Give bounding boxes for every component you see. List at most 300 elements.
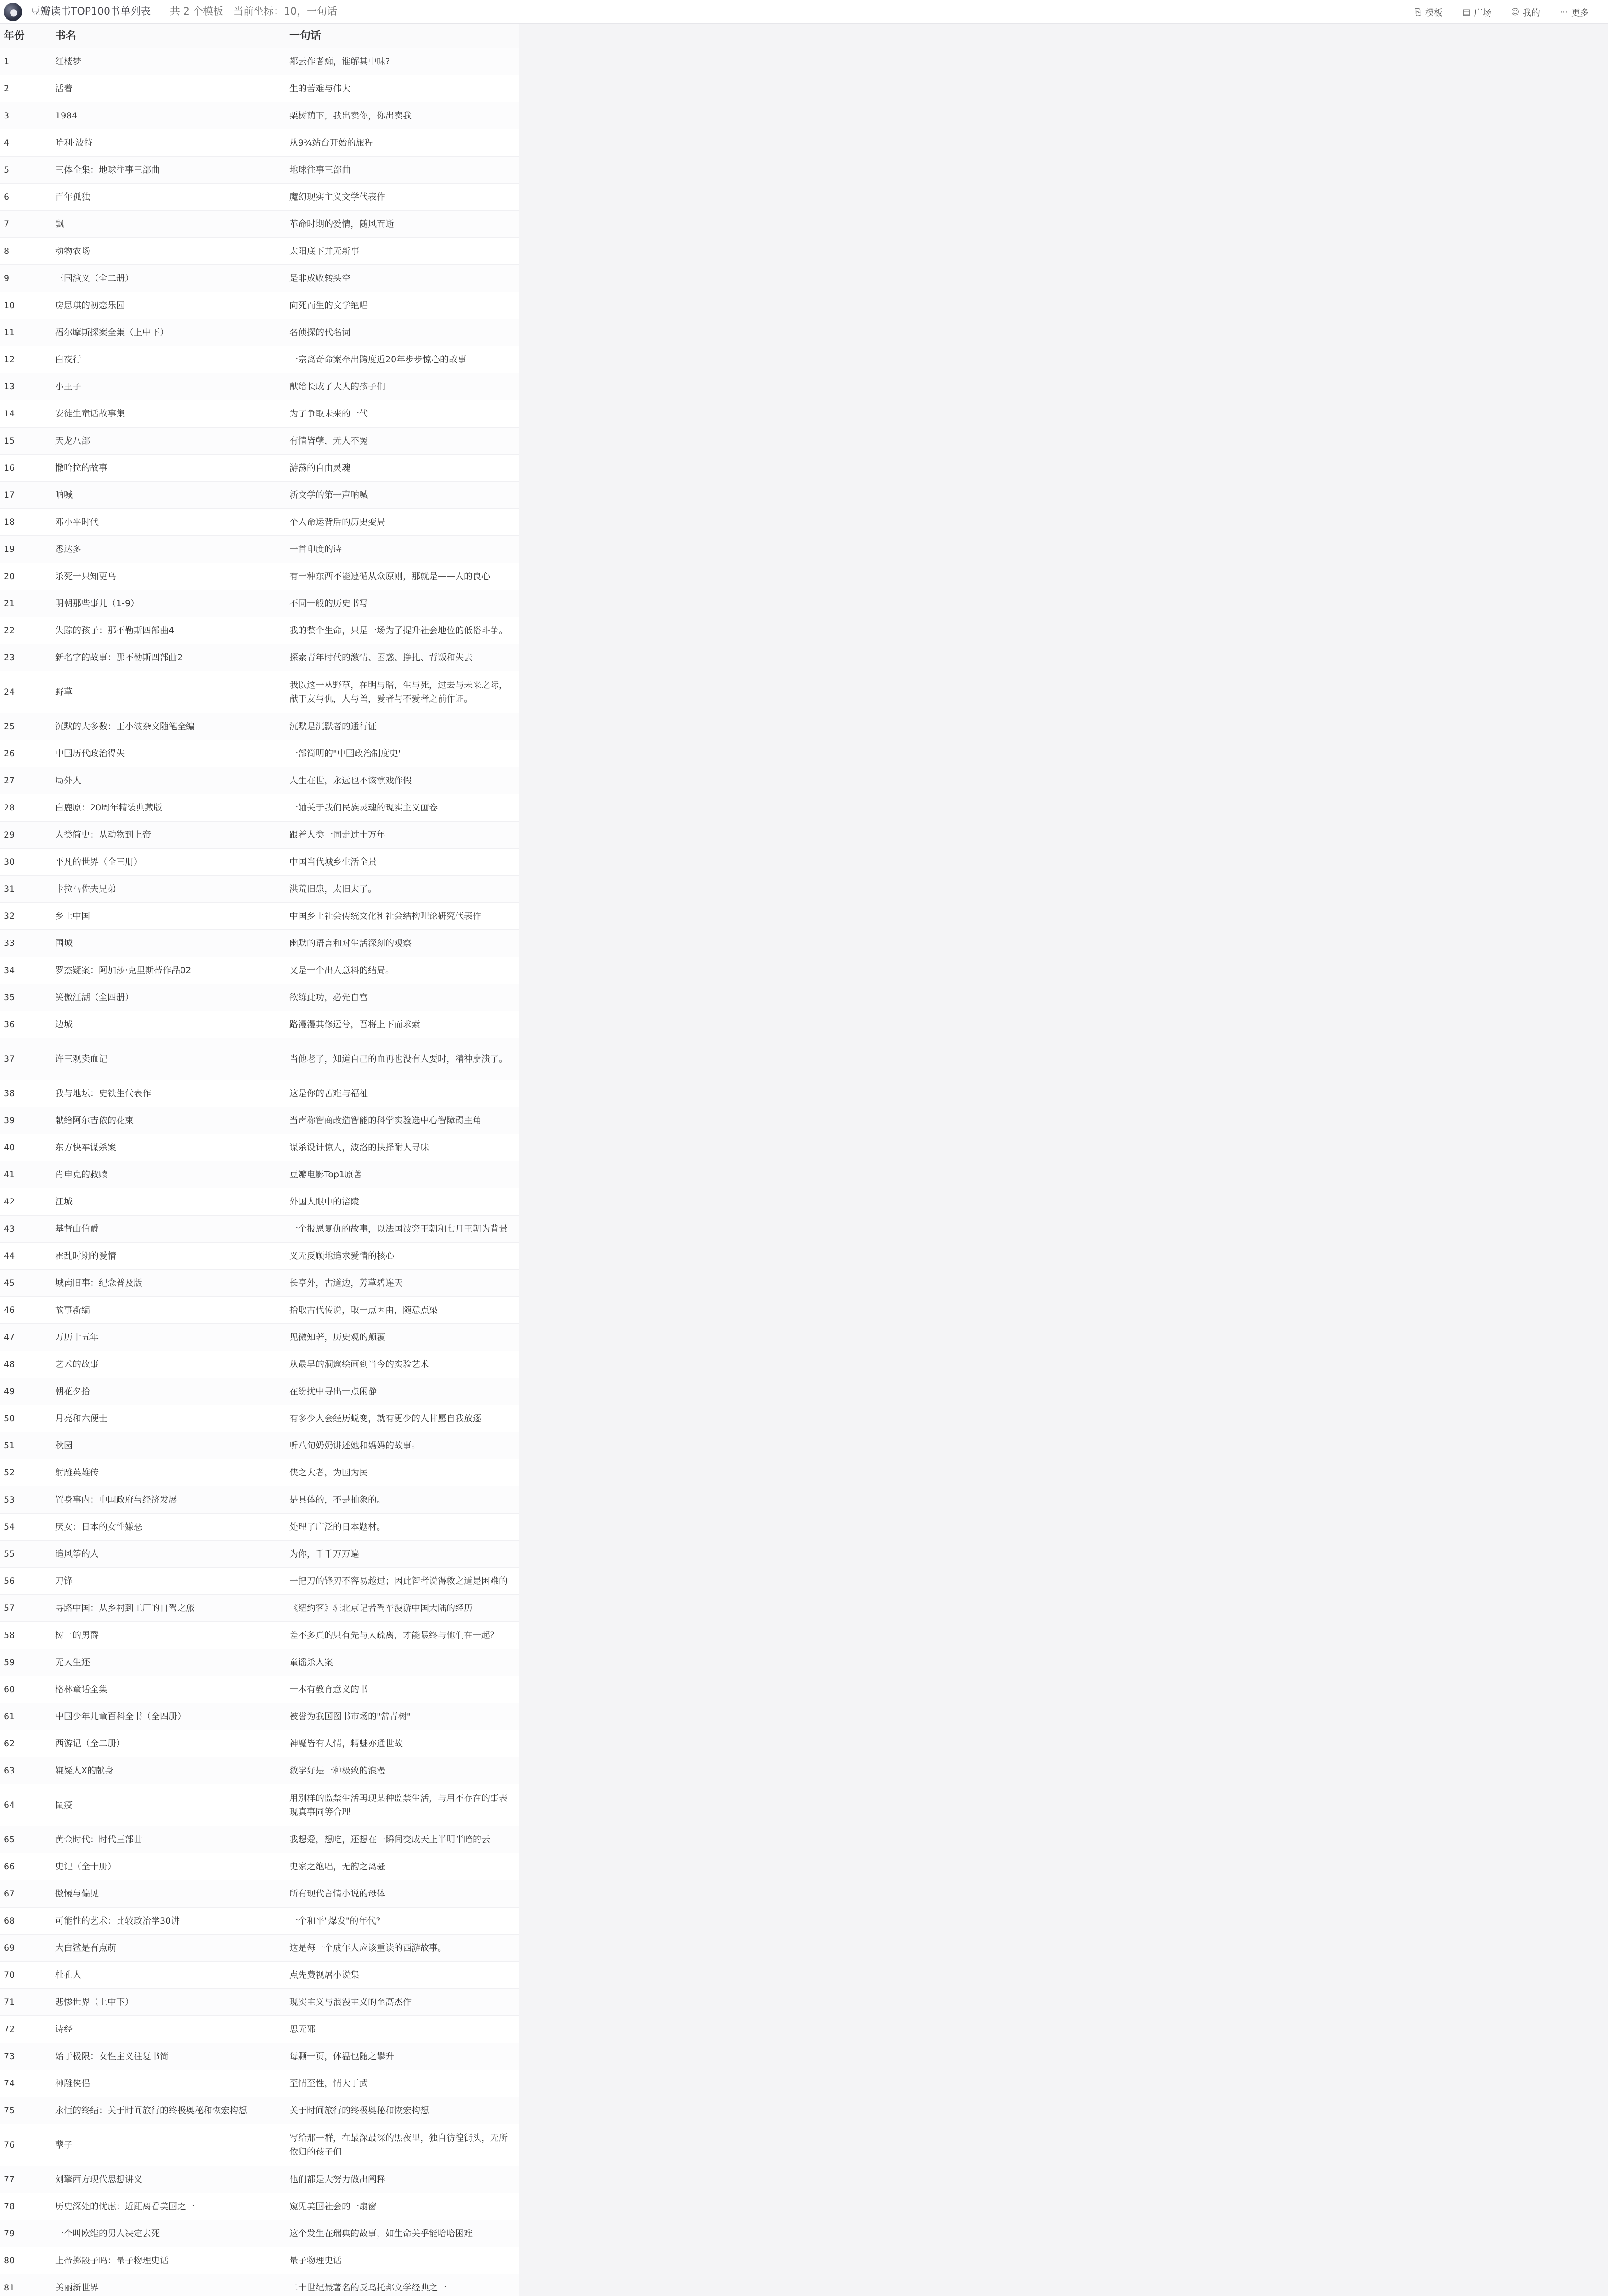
title-cell[interactable]: 霍乱时期的爱情 bbox=[55, 1251, 117, 1261]
tagline-cell[interactable]: 为了争取未来的一代 bbox=[289, 409, 368, 419]
title-cell[interactable]: 一个叫欧维的男人决定去死 bbox=[55, 2228, 160, 2239]
tagline-cell[interactable]: 人生在世，永远也不该演戏作假 bbox=[289, 776, 412, 786]
year-cell[interactable]: 10 bbox=[4, 300, 15, 310]
year-cell[interactable]: 25 bbox=[4, 721, 15, 732]
year-cell[interactable]: 34 bbox=[4, 965, 15, 975]
table-row[interactable] bbox=[0, 184, 519, 211]
year-cell[interactable]: 58 bbox=[4, 1630, 15, 1640]
table-row[interactable] bbox=[0, 48, 519, 75]
table-row[interactable] bbox=[0, 1853, 519, 1880]
table-row[interactable] bbox=[0, 1703, 519, 1730]
title-cell[interactable]: 黄金时代：时代三部曲 bbox=[55, 1835, 143, 1845]
title-cell[interactable]: 白鹿原：20周年精装典藏版 bbox=[55, 803, 163, 813]
tagline-cell[interactable]: 这个发生在瑞典的故事，如生命关乎能哈哈困难 bbox=[289, 2228, 473, 2239]
title-cell[interactable]: 失踪的孩子：那不勒斯四部曲4 bbox=[55, 625, 175, 636]
table-row[interactable] bbox=[0, 1730, 519, 1757]
year-cell[interactable]: 4 bbox=[4, 138, 10, 148]
tagline-cell[interactable]: 都云作者痴，谁解其中味? bbox=[289, 56, 390, 67]
title-cell[interactable]: 射雕英雄传 bbox=[55, 1468, 99, 1478]
year-cell[interactable]: 79 bbox=[4, 2228, 15, 2239]
title-cell[interactable]: 月亮和六便士 bbox=[55, 1413, 108, 1424]
year-cell[interactable]: 49 bbox=[4, 1386, 15, 1396]
tagline-cell[interactable]: 有一种东西不能遵循从众原则，那就是——人的良心 bbox=[289, 571, 491, 581]
tagline-cell[interactable]: 关于时间旅行的终极奥秘和恢宏构想 bbox=[289, 2105, 429, 2116]
table-row[interactable] bbox=[0, 876, 519, 903]
title-cell[interactable]: 诗经 bbox=[55, 2024, 73, 2034]
tagline-cell[interactable]: 数学好是一种极致的浪漫 bbox=[289, 1766, 386, 1776]
tagline-cell[interactable]: 从最早的洞窟绘画到当今的实验艺术 bbox=[289, 1359, 429, 1369]
tagline-cell[interactable]: 一轴关于我们民族灵魂的现实主义画卷 bbox=[289, 803, 438, 813]
title-cell[interactable]: 肖申克的救赎 bbox=[55, 1170, 108, 1180]
year-cell[interactable]: 45 bbox=[4, 1278, 15, 1288]
tagline-cell[interactable]: 生的苦难与伟大 bbox=[289, 84, 351, 94]
table-row[interactable] bbox=[0, 1270, 519, 1297]
title-cell[interactable]: 西游记（全二册） bbox=[55, 1739, 125, 1749]
table-row[interactable] bbox=[0, 400, 519, 428]
title-cell[interactable]: 献给阿尔吉侬的花束 bbox=[55, 1115, 134, 1125]
tagline-cell[interactable]: 侠之大者，为国为民 bbox=[289, 1468, 368, 1478]
year-cell[interactable]: 77 bbox=[4, 2174, 15, 2184]
tagline-cell[interactable]: 用别样的监禁生活再现某种监禁生活，与用不存在的事表现真事同等合理 bbox=[289, 1793, 508, 1817]
title-cell[interactable]: 格林童话全集 bbox=[55, 1684, 108, 1694]
title-cell[interactable]: 故事新编 bbox=[55, 1305, 90, 1315]
tagline-cell[interactable]: 当声称智商改造智能的科学实验选中心智障碍主角 bbox=[289, 1115, 482, 1125]
table-row[interactable] bbox=[0, 211, 519, 238]
year-cell[interactable]: 39 bbox=[4, 1115, 15, 1125]
table-row[interactable] bbox=[0, 1676, 519, 1703]
table-row[interactable] bbox=[0, 1935, 519, 1962]
title-cell[interactable]: 边城 bbox=[55, 1019, 73, 1030]
tagline-cell[interactable]: 探索青年时代的激情、困惑、挣扎、背叛和失去 bbox=[289, 653, 473, 663]
title-cell[interactable]: 刀锋 bbox=[55, 1576, 73, 1586]
title-cell[interactable]: 美丽新世界 bbox=[55, 2283, 99, 2293]
title-cell[interactable]: 朝花夕拾 bbox=[55, 1386, 90, 1396]
table-row[interactable] bbox=[0, 1432, 519, 1459]
table-row[interactable] bbox=[0, 617, 519, 644]
title-cell[interactable]: 卡拉马佐夫兄弟 bbox=[55, 884, 117, 894]
table-row[interactable] bbox=[0, 1459, 519, 1486]
column-header-title[interactable]: 书名 bbox=[55, 30, 76, 42]
title-cell[interactable]: 杜孔人 bbox=[55, 1970, 82, 1980]
tagline-cell[interactable]: 这是你的苦难与福祉 bbox=[289, 1088, 368, 1098]
title-cell[interactable]: 万历十五年 bbox=[55, 1332, 99, 1342]
tagline-cell[interactable]: 幽默的语言和对生活深刻的观察 bbox=[289, 938, 412, 948]
title-cell[interactable]: 红楼梦 bbox=[55, 56, 82, 67]
year-cell[interactable]: 75 bbox=[4, 2105, 15, 2116]
table-row[interactable] bbox=[0, 1595, 519, 1622]
table-row[interactable] bbox=[0, 2247, 519, 2274]
title-cell[interactable]: 呐喊 bbox=[55, 490, 73, 500]
year-cell[interactable]: 21 bbox=[4, 598, 15, 608]
table-row[interactable] bbox=[0, 1324, 519, 1351]
tagline-cell[interactable]: 童谣杀人案 bbox=[289, 1657, 333, 1667]
title-cell[interactable]: 撒哈拉的故事 bbox=[55, 463, 108, 473]
table-row[interactable] bbox=[0, 767, 519, 794]
title-cell[interactable]: 局外人 bbox=[55, 776, 82, 786]
year-cell[interactable]: 38 bbox=[4, 1088, 15, 1098]
year-cell[interactable]: 40 bbox=[4, 1142, 15, 1153]
table-row[interactable] bbox=[0, 1826, 519, 1853]
title-cell[interactable]: 悲惨世界（上中下） bbox=[55, 1997, 134, 2007]
tagline-cell[interactable]: 每颗一页，体温也随之攀升 bbox=[289, 2051, 395, 2061]
title-cell[interactable]: 活着 bbox=[55, 84, 73, 94]
tagline-cell[interactable]: 被誉为我国图书市场的"常青树" bbox=[289, 1711, 411, 1722]
table-row[interactable] bbox=[0, 1514, 519, 1541]
year-cell[interactable]: 23 bbox=[4, 653, 15, 663]
template-button[interactable] bbox=[1413, 6, 1443, 18]
year-cell[interactable]: 47 bbox=[4, 1332, 15, 1342]
tagline-cell[interactable]: 一把刀的锋刃不容易越过；因此智者说得救之道是困难的 bbox=[289, 1576, 508, 1586]
tagline-cell[interactable]: 个人命运背后的历史变局 bbox=[289, 517, 386, 527]
table-row[interactable] bbox=[0, 2124, 519, 2166]
title-cell[interactable]: 中国少年儿童百科全书（全四册） bbox=[55, 1711, 186, 1722]
year-cell[interactable]: 57 bbox=[4, 1603, 15, 1613]
title-cell[interactable]: 围城 bbox=[55, 938, 73, 948]
table-row[interactable] bbox=[0, 1622, 519, 1649]
table-row[interactable] bbox=[0, 2220, 519, 2247]
table-row[interactable] bbox=[0, 822, 519, 849]
table-row[interactable] bbox=[0, 903, 519, 930]
year-cell[interactable]: 9 bbox=[4, 273, 10, 283]
year-cell[interactable]: 20 bbox=[4, 571, 15, 581]
table-row[interactable] bbox=[0, 1297, 519, 1324]
table-row[interactable] bbox=[0, 957, 519, 984]
tagline-cell[interactable]: 一个和平"爆发"的年代? bbox=[289, 1916, 381, 1926]
table-row[interactable] bbox=[0, 102, 519, 129]
table-row[interactable] bbox=[0, 2166, 519, 2193]
tagline-cell[interactable]: 太阳底下并无新事 bbox=[289, 246, 360, 256]
table-row[interactable] bbox=[0, 509, 519, 536]
table-row[interactable] bbox=[0, 2274, 519, 2296]
year-cell[interactable]: 70 bbox=[4, 1970, 15, 1980]
tagline-cell[interactable]: 神魔皆有人情，精魅亦通世故 bbox=[289, 1739, 403, 1749]
tagline-cell[interactable]: 欲练此功，必先自宫 bbox=[289, 992, 368, 1002]
year-cell[interactable]: 18 bbox=[4, 517, 15, 527]
year-cell[interactable]: 24 bbox=[4, 687, 15, 697]
title-cell[interactable]: 沉默的大多数：王小波杂文随笔全编 bbox=[55, 721, 195, 732]
table-row[interactable] bbox=[0, 1107, 519, 1134]
title-cell[interactable]: 人类简史：从动物到上帝 bbox=[55, 830, 152, 840]
table-row[interactable] bbox=[0, 75, 519, 102]
year-cell[interactable]: 73 bbox=[4, 2051, 15, 2061]
year-cell[interactable]: 3 bbox=[4, 111, 10, 121]
year-cell[interactable]: 51 bbox=[4, 1441, 15, 1451]
tagline-cell[interactable]: 从9¾站台开始的旅程 bbox=[289, 138, 373, 148]
table-row[interactable] bbox=[0, 1880, 519, 1908]
table-row[interactable] bbox=[0, 1908, 519, 1935]
tagline-cell[interactable]: 他们都是大努力做出阐释 bbox=[289, 2174, 386, 2184]
title-cell[interactable]: 嫌疑人X的献身 bbox=[55, 1766, 114, 1776]
title-cell[interactable]: 明朝那些事儿（1-9） bbox=[55, 598, 140, 608]
tagline-cell[interactable]: 献给长成了大人的孩子们 bbox=[289, 382, 386, 392]
tagline-cell[interactable]: 义无反顾地追求爱情的核心 bbox=[289, 1251, 395, 1261]
year-cell[interactable]: 61 bbox=[4, 1711, 15, 1722]
year-cell[interactable]: 69 bbox=[4, 1943, 15, 1953]
year-cell[interactable]: 59 bbox=[4, 1657, 15, 1667]
tagline-cell[interactable]: 不同一般的历史书写 bbox=[289, 598, 368, 608]
table-row[interactable] bbox=[0, 671, 519, 713]
tagline-cell[interactable]: 跟着人类一同走过十万年 bbox=[289, 830, 386, 840]
table-row[interactable] bbox=[0, 1011, 519, 1038]
year-cell[interactable]: 52 bbox=[4, 1468, 15, 1478]
year-cell[interactable]: 14 bbox=[4, 409, 15, 419]
year-cell[interactable]: 55 bbox=[4, 1549, 15, 1559]
title-cell[interactable]: 三体全集：地球往事三部曲 bbox=[55, 165, 160, 175]
tagline-cell[interactable]: 中国当代城乡生活全景 bbox=[289, 857, 377, 867]
year-cell[interactable]: 6 bbox=[4, 192, 10, 202]
year-cell[interactable]: 8 bbox=[4, 246, 10, 256]
title-cell[interactable]: 上帝掷骰子吗：量子物理史话 bbox=[55, 2256, 169, 2266]
column-header-tagline[interactable]: 一句话 bbox=[289, 30, 321, 42]
title-cell[interactable]: 房思琪的初恋乐园 bbox=[55, 300, 125, 310]
tagline-cell[interactable]: 游荡的自由灵魂 bbox=[289, 463, 351, 473]
tagline-cell[interactable]: 我想爱，想吃，还想在一瞬间变成天上半明半暗的云 bbox=[289, 1835, 491, 1845]
table-row[interactable] bbox=[0, 1486, 519, 1514]
year-cell[interactable]: 62 bbox=[4, 1739, 15, 1749]
tagline-cell[interactable]: 是非成败转头空 bbox=[289, 273, 351, 283]
tagline-cell[interactable]: 谋杀设计惊人，波洛的抉择耐人寻味 bbox=[289, 1142, 429, 1153]
table-row[interactable] bbox=[0, 1080, 519, 1107]
table-row[interactable] bbox=[0, 1405, 519, 1432]
year-cell[interactable]: 35 bbox=[4, 992, 15, 1002]
table-row[interactable] bbox=[0, 346, 519, 373]
tagline-cell[interactable]: 革命时期的爱情，随风而逝 bbox=[289, 219, 395, 229]
year-cell[interactable]: 76 bbox=[4, 2140, 15, 2150]
table-row[interactable] bbox=[0, 644, 519, 671]
title-cell[interactable]: 悉达多 bbox=[55, 544, 82, 554]
table-row[interactable] bbox=[0, 1378, 519, 1405]
tagline-cell[interactable]: 《纽约客》驻北京记者驾车漫游中国大陆的经历 bbox=[289, 1603, 473, 1613]
table-row[interactable] bbox=[0, 373, 519, 400]
tagline-cell[interactable]: 二十世纪最著名的反乌托邦文学经典之一 bbox=[289, 2283, 447, 2293]
year-cell[interactable]: 17 bbox=[4, 490, 15, 500]
title-cell[interactable]: 罗杰疑案：阿加莎·克里斯蒂作品02 bbox=[55, 965, 192, 975]
year-cell[interactable]: 2 bbox=[4, 84, 10, 94]
plaza-button[interactable] bbox=[1462, 6, 1491, 18]
year-cell[interactable]: 33 bbox=[4, 938, 15, 948]
table-row[interactable] bbox=[0, 238, 519, 265]
title-cell[interactable]: 鼠疫 bbox=[55, 1800, 73, 1810]
year-cell[interactable]: 68 bbox=[4, 1916, 15, 1926]
table-row[interactable] bbox=[0, 2097, 519, 2124]
table-row[interactable] bbox=[0, 1784, 519, 1826]
tagline-cell[interactable]: 听八旬奶奶讲述她和妈妈的故事。 bbox=[289, 1441, 421, 1451]
title-cell[interactable]: 傲慢与偏见 bbox=[55, 1889, 99, 1899]
tagline-cell[interactable]: 见微知著，历史观的颠覆 bbox=[289, 1332, 386, 1342]
title-cell[interactable]: 安徒生童话故事集 bbox=[55, 409, 125, 419]
table-row[interactable] bbox=[0, 2043, 519, 2070]
year-cell[interactable]: 32 bbox=[4, 911, 15, 921]
table-row[interactable] bbox=[0, 849, 519, 876]
tagline-cell[interactable]: 处理了广泛的日本题材。 bbox=[289, 1522, 386, 1532]
title-cell[interactable]: 小王子 bbox=[55, 382, 82, 392]
table-row[interactable] bbox=[0, 563, 519, 590]
year-cell[interactable]: 43 bbox=[4, 1224, 15, 1234]
year-cell[interactable]: 13 bbox=[4, 382, 15, 392]
table-row[interactable] bbox=[0, 1188, 519, 1216]
table-row[interactable] bbox=[0, 1038, 519, 1080]
tagline-cell[interactable]: 沉默是沉默者的通行证 bbox=[289, 721, 377, 732]
title-cell[interactable]: 神雕侠侣 bbox=[55, 2078, 90, 2088]
title-cell[interactable]: 邓小平时代 bbox=[55, 517, 99, 527]
year-cell[interactable]: 31 bbox=[4, 884, 15, 894]
tagline-cell[interactable]: 外国人眼中的涪陵 bbox=[289, 1197, 360, 1207]
title-cell[interactable]: 追风筝的人 bbox=[55, 1549, 99, 1559]
table-row[interactable] bbox=[0, 157, 519, 184]
title-cell[interactable]: 笑傲江湖（全四册） bbox=[55, 992, 134, 1002]
tagline-cell[interactable]: 一宗离奇命案牵出跨度近20年步步惊心的故事 bbox=[289, 355, 467, 365]
title-cell[interactable]: 史记（全十册） bbox=[55, 1862, 117, 1872]
year-cell[interactable]: 16 bbox=[4, 463, 15, 473]
title-cell[interactable]: 寻路中国：从乡村到工厂的自驾之旅 bbox=[55, 1603, 195, 1613]
title-cell[interactable]: 新名字的故事：那不勒斯四部曲2 bbox=[55, 653, 183, 663]
tagline-cell[interactable]: 又是一个出人意料的结局。 bbox=[289, 965, 395, 975]
year-cell[interactable]: 56 bbox=[4, 1576, 15, 1586]
table-row[interactable] bbox=[0, 1134, 519, 1161]
year-cell[interactable]: 80 bbox=[4, 2256, 15, 2266]
table-row[interactable] bbox=[0, 428, 519, 455]
title-cell[interactable]: 孽子 bbox=[55, 2140, 73, 2150]
year-cell[interactable]: 30 bbox=[4, 857, 15, 867]
table-row[interactable] bbox=[0, 455, 519, 482]
year-cell[interactable]: 19 bbox=[4, 544, 15, 554]
year-cell[interactable]: 71 bbox=[4, 1997, 15, 2007]
title-cell[interactable]: 许三观卖血记 bbox=[55, 1054, 108, 1064]
table-row[interactable] bbox=[0, 1541, 519, 1568]
tagline-cell[interactable]: 我的整个生命，只是一场为了提升社会地位的低俗斗争。 bbox=[289, 625, 508, 636]
tagline-cell[interactable]: 名侦探的代名词 bbox=[289, 327, 351, 338]
title-cell[interactable]: 我与地坛：史铁生代表作 bbox=[55, 1088, 152, 1098]
tagline-cell[interactable]: 一本有教育意义的书 bbox=[289, 1684, 368, 1694]
table-row[interactable] bbox=[0, 1649, 519, 1676]
title-cell[interactable]: 历史深处的忧虑：近距离看美国之一 bbox=[55, 2201, 195, 2212]
tagline-cell[interactable]: 这是每一个成年人应该重读的西游故事。 bbox=[289, 1943, 447, 1953]
title-cell[interactable]: 哈利·波特 bbox=[55, 138, 93, 148]
tagline-cell[interactable]: 史家之绝唱，无韵之离骚 bbox=[289, 1862, 386, 1872]
tagline-cell[interactable]: 窥见美国社会的一扇窗 bbox=[289, 2201, 377, 2212]
title-cell[interactable]: 基督山伯爵 bbox=[55, 1224, 99, 1234]
title-cell[interactable]: 野草 bbox=[55, 687, 73, 697]
table-row[interactable] bbox=[0, 1216, 519, 1243]
more-button[interactable] bbox=[1559, 6, 1589, 18]
table-row[interactable] bbox=[0, 129, 519, 157]
year-cell[interactable]: 53 bbox=[4, 1495, 15, 1505]
table-row[interactable] bbox=[0, 1351, 519, 1378]
year-cell[interactable]: 37 bbox=[4, 1054, 15, 1064]
title-cell[interactable]: 飘 bbox=[55, 219, 64, 229]
tagline-cell[interactable]: 洪荒旧患，太旧太了。 bbox=[289, 884, 377, 894]
tagline-cell[interactable]: 有多少人会经历蜕变，就有更少的人甘愿自我放逐 bbox=[289, 1413, 482, 1424]
year-cell[interactable]: 67 bbox=[4, 1889, 15, 1899]
title-cell[interactable]: 可能性的艺术：比较政治学30讲 bbox=[55, 1916, 180, 1926]
year-cell[interactable]: 41 bbox=[4, 1170, 15, 1180]
table-row[interactable] bbox=[0, 1989, 519, 2016]
tagline-cell[interactable]: 思无邪 bbox=[289, 2024, 316, 2034]
title-cell[interactable]: 福尔摩斯探案全集（上中下） bbox=[55, 327, 169, 338]
year-cell[interactable]: 66 bbox=[4, 1862, 15, 1872]
year-cell[interactable]: 72 bbox=[4, 2024, 15, 2034]
mine-button[interactable] bbox=[1511, 6, 1540, 18]
tagline-cell[interactable]: 当他老了，知道自己的血再也没有人要时，精神崩溃了。 bbox=[289, 1054, 508, 1064]
year-cell[interactable]: 7 bbox=[4, 219, 10, 229]
table-row[interactable] bbox=[0, 794, 519, 822]
table-row[interactable] bbox=[0, 1568, 519, 1595]
tagline-cell[interactable]: 魔幻现实主义文学代表作 bbox=[289, 192, 386, 202]
title-cell[interactable]: 城南旧事：纪念普及版 bbox=[55, 1278, 143, 1288]
year-cell[interactable]: 36 bbox=[4, 1019, 15, 1030]
title-cell[interactable]: 白夜行 bbox=[55, 355, 82, 365]
year-cell[interactable]: 54 bbox=[4, 1522, 15, 1532]
title-cell[interactable]: 大白鲨是有点萌 bbox=[55, 1943, 117, 1953]
year-cell[interactable]: 26 bbox=[4, 748, 15, 759]
table-row[interactable] bbox=[0, 740, 519, 767]
tagline-cell[interactable]: 一个报恩复仇的故事，以法国波旁王朝和七月王朝为背景 bbox=[289, 1224, 508, 1234]
year-cell[interactable]: 5 bbox=[4, 165, 10, 175]
table-row[interactable] bbox=[0, 319, 519, 346]
year-cell[interactable]: 64 bbox=[4, 1800, 15, 1810]
title-cell[interactable]: 天龙八部 bbox=[55, 436, 90, 446]
tagline-cell[interactable]: 至情至性，情大于武 bbox=[289, 2078, 368, 2088]
tagline-cell[interactable]: 所有现代言情小说的母体 bbox=[289, 1889, 386, 1899]
year-cell[interactable]: 65 bbox=[4, 1835, 15, 1845]
tagline-cell[interactable]: 为你，千千万万遍 bbox=[289, 1549, 360, 1559]
tagline-cell[interactable]: 在纷扰中寻出一点闲静 bbox=[289, 1386, 377, 1396]
year-cell[interactable]: 81 bbox=[4, 2283, 15, 2293]
title-cell[interactable]: 厌女：日本的女性嫌恶 bbox=[55, 1522, 143, 1532]
title-cell[interactable]: 刘擎西方现代思想讲义 bbox=[55, 2174, 143, 2184]
table-row[interactable] bbox=[0, 713, 519, 740]
tagline-cell[interactable]: 拾取古代传说，取一点因由，随意点染 bbox=[289, 1305, 438, 1315]
table-row[interactable] bbox=[0, 265, 519, 292]
title-cell[interactable]: 树上的男爵 bbox=[55, 1630, 99, 1640]
year-cell[interactable]: 12 bbox=[4, 355, 15, 365]
tagline-cell[interactable]: 一部简明的"中国政治制度史" bbox=[289, 748, 402, 759]
title-cell[interactable]: 秋园 bbox=[55, 1441, 73, 1451]
title-cell[interactable]: 东方快车谋杀案 bbox=[55, 1142, 117, 1153]
tagline-cell[interactable]: 有情皆孽，无人不冤 bbox=[289, 436, 368, 446]
tagline-cell[interactable]: 地球往事三部曲 bbox=[289, 165, 351, 175]
tagline-cell[interactable]: 量子物理史话 bbox=[289, 2256, 342, 2266]
tagline-cell[interactable]: 中国乡土社会传统文化和社会结构理论研究代表作 bbox=[289, 911, 482, 921]
table-row[interactable] bbox=[0, 292, 519, 319]
tagline-cell[interactable]: 新文学的第一声呐喊 bbox=[289, 490, 368, 500]
title-cell[interactable]: 百年孤独 bbox=[55, 192, 90, 202]
year-cell[interactable]: 42 bbox=[4, 1197, 15, 1207]
title-cell[interactable]: 江城 bbox=[55, 1197, 73, 1207]
year-cell[interactable]: 50 bbox=[4, 1413, 15, 1424]
tagline-cell[interactable]: 写给那一群，在最深最深的黑夜里，独自彷徨街头，无所依归的孩子们 bbox=[289, 2133, 508, 2157]
column-header-year[interactable]: 年份 bbox=[4, 30, 25, 42]
table-row[interactable] bbox=[0, 984, 519, 1011]
title-cell[interactable]: 1984 bbox=[55, 111, 78, 121]
title-cell[interactable]: 动物农场 bbox=[55, 246, 90, 256]
title-cell[interactable]: 无人生还 bbox=[55, 1657, 90, 1667]
tagline-cell[interactable]: 我以这一丛野草，在明与暗，生与死，过去与未来之际，献于友与仇，人与兽，爱者与不爱者之前作证。 bbox=[289, 680, 508, 704]
tagline-cell[interactable]: 一首印度的诗 bbox=[289, 544, 342, 554]
app-logo[interactable]: ● bbox=[4, 3, 22, 21]
tagline-cell[interactable]: 栗树荫下，我出卖你，你出卖我 bbox=[289, 111, 412, 121]
tagline-cell[interactable]: 向死而生的文学绝唱 bbox=[289, 300, 368, 310]
document-title[interactable]: 豆瓣读书TOP100书单列表 bbox=[30, 6, 151, 17]
table-row[interactable] bbox=[0, 2193, 519, 2220]
year-cell[interactable]: 1 bbox=[4, 56, 10, 67]
table-row[interactable] bbox=[0, 1757, 519, 1784]
title-cell[interactable]: 中国历代政治得失 bbox=[55, 748, 125, 759]
year-cell[interactable]: 27 bbox=[4, 776, 15, 786]
year-cell[interactable]: 60 bbox=[4, 1684, 15, 1694]
table-row[interactable] bbox=[0, 930, 519, 957]
year-cell[interactable]: 46 bbox=[4, 1305, 15, 1315]
